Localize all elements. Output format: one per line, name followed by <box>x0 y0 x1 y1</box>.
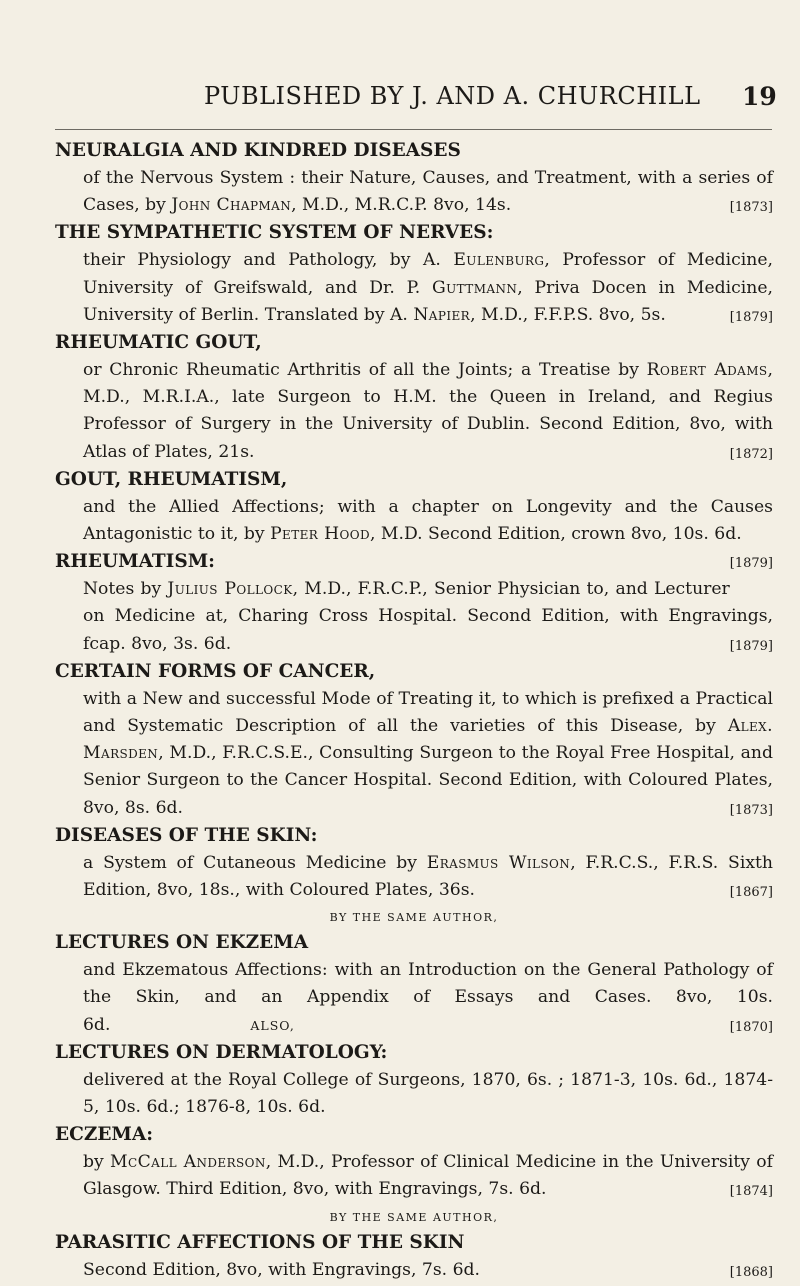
entry-description: by McCall Anderson, M.D., Professor of Clinical Medicine in the University of Glasgow. Third Edition, 8vo, with Engravings, 7s. 6d. [1874] <box>55 1149 773 1203</box>
entry-title: LECTURES ON DERMATOLOGY: <box>55 1041 388 1063</box>
entry-description: their Physiology and Pathology, by A. Eulenburg, Professor of Medicine, University of Greifswald, and Dr. P. Guttmann, Priva Docen in Medicine, University of Berlin. Translated by A. Napier, M.D., F.F.P.S. 8vo, 5s. [1879] <box>55 247 773 329</box>
running-header <box>0 82 800 122</box>
by-same-author-note: BY THE SAME AUTHOR, <box>329 1210 499 1224</box>
author-name: Julius Pollock <box>167 579 293 600</box>
entry-title: LECTURES ON EKZEMA <box>55 932 309 954</box>
author-name: John Chapman <box>171 195 292 216</box>
catalogue-entry <box>55 1121 773 1203</box>
catalogue-entry <box>55 548 773 658</box>
entry-title: NEURALGIA AND KINDRED DISEASES <box>55 140 461 161</box>
publication-year: [1879] <box>729 309 773 325</box>
publication-year: [1873] <box>729 200 773 216</box>
catalogue-entry <box>55 219 773 329</box>
catalogue-entry <box>55 1039 773 1121</box>
entry-description: Second Edition, 8vo, with Engravings, 7s. 6d. [1868] <box>55 1257 773 1284</box>
catalogue-list <box>55 137 773 1286</box>
by-same-author-note: BY THE SAME AUTHOR, <box>329 911 499 925</box>
entry-title: ECZEMA: <box>55 1124 154 1146</box>
header-rule <box>55 129 772 130</box>
catalogue-entry <box>55 466 773 572</box>
entry-title: RHEUMATISM: <box>55 551 215 573</box>
author-name: Peter Hood <box>270 524 370 545</box>
entry-description: a System of Cutaneous Medicine by Erasmus Wilson, F.R.C.S., F.R.S. Sixth Edition, 8vo, 18s., with Coloured Plates, 36s. [1867] <box>55 850 773 904</box>
header-title: PUBLISHED BY J. AND A. CHURCHILL <box>204 82 701 110</box>
publication-year: [1867] <box>729 885 773 901</box>
author-name: Napier <box>413 304 471 325</box>
author-name: Alex. Marsden <box>83 716 773 764</box>
page-number: 19 <box>742 82 777 111</box>
publication-year: [1870] <box>729 1019 773 1035</box>
author-name: Robert Adams <box>646 360 768 381</box>
entry-description: or Chronic Rheumatic Arthritis of all the Joints; a Treatise by Robert Adams, M.D., M.R.I.A., late Surgeon to H.M. the Queen in Ireland, and Regius Professor of Surgery in the University of Dublin. Second Edition, 8vo, with Atlas of Plates, 21s. [1872] <box>55 357 773 466</box>
author-name: Erasmus Wilson <box>426 852 571 873</box>
publication-year: [1873] <box>729 802 773 818</box>
also-note: ALSO, <box>250 1017 295 1033</box>
entry-title: DISEASES OF THE SKIN: <box>55 824 318 846</box>
entry-description: Notes by Julius Pollock, M.D., F.R.C.P., Senior Physician to, and Lecturer on Medicine at, Charing Cross Hospital. Second Edition, with Engravings, fcap. 8vo, 3s. 6d. [1879] <box>55 576 773 658</box>
publication-year: [1879] <box>729 556 773 572</box>
catalogue-entry <box>55 822 773 904</box>
entry-title: THE SYMPATHETIC SYSTEM OF NERVES: <box>55 222 494 244</box>
entry-title: RHEUMATIC GOUT, <box>55 332 262 354</box>
catalogue-entry <box>55 137 773 219</box>
catalogue-entry <box>55 1207 773 1284</box>
author-name: Eulenburg <box>453 250 545 271</box>
catalogue-entry <box>55 907 773 1039</box>
entry-description: and the Allied Affections; with a chapter on Longevity and the Causes Antagonistic to it, by Peter Hood, M.D. Second Edition, crown 8vo, 10s. 6d. [1879] <box>55 494 773 548</box>
entry-description: and Ekzematous Affections: with an Introduction on the General Pathology of the Skin, and an Appendix of Essays and Cases. 8vo, 10s. 6d. ALSO, [1870] <box>55 957 773 1039</box>
publication-year: [1868] <box>729 1264 773 1280</box>
entry-title: CERTAIN FORMS OF CANCER, <box>55 660 376 682</box>
publication-year: [1879] <box>729 638 773 654</box>
catalogue-entry <box>55 329 773 466</box>
author-name: McCall Anderson <box>110 1152 266 1173</box>
entry-description: with a New and successful Mode of Treating it, to which is prefixed a Practical and Systematic Description of all the varieties of this Disease, by Alex. Marsden, M.D., F.R.C.S.E., Consulting Surgeon to the Royal Free Hospital, and Senior Surgeon to the Cancer Hospital. Second Edition, with Coloured Plates, 8vo, 8s. 6d. [1873] <box>55 686 773 822</box>
entry-description: of the Nervous System : their Nature, Causes, and Treatment, with a series of Cases, by John Chapman, M.D., M.R.C.P. 8vo, 14s. [1873] <box>55 165 773 219</box>
entry-title: PARASITIC AFFECTIONS OF THE SKIN <box>55 1231 465 1253</box>
catalogue-entry <box>55 658 773 822</box>
publication-year: [1872] <box>729 446 773 462</box>
publication-year: [1874] <box>729 1184 773 1200</box>
entry-title: GOUT, RHEUMATISM, <box>55 468 288 490</box>
entry-description: delivered at the Royal College of Surgeons, 1870, 6s. ; 1871-3, 10s. 6d., 1874-5, 10s. 6d.; 1876-8, 10s. 6d. <box>83 1069 773 1118</box>
author-name: Guttmann <box>432 277 518 298</box>
